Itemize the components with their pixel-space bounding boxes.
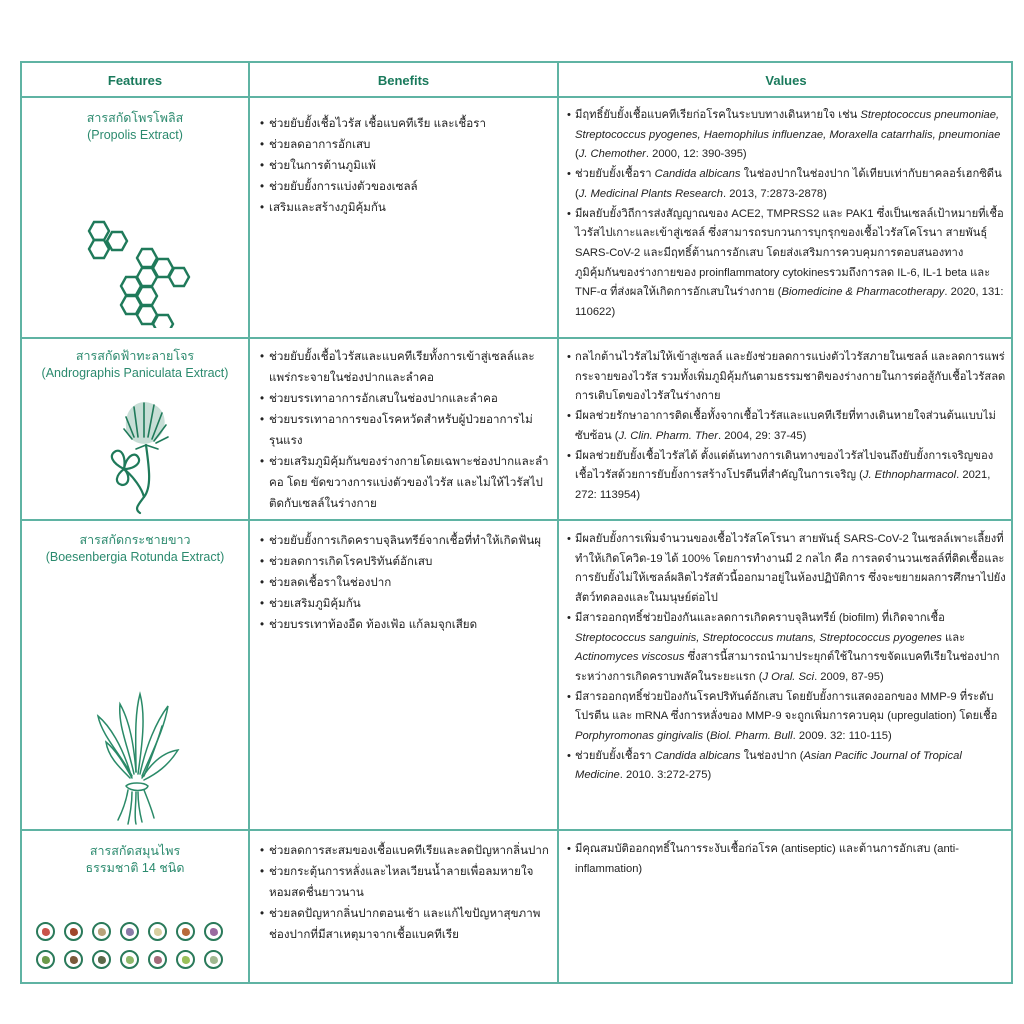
benefits-cell-andrographis — [260, 346, 555, 514]
feature-title-th: สารสกัดฟ้าทะลายโจร — [75, 349, 195, 363]
values-cell-boesenbergia — [567, 530, 1007, 786]
feature-cell-andrographis — [22, 339, 248, 519]
benefits-cell-boesenbergia — [260, 530, 555, 635]
feature-title-en: (Andrographis Paniculata Extract) — [41, 366, 229, 380]
herb-icon — [148, 950, 167, 969]
benefit-item: • เสริมและสร้างภูมิคุ้มกัน — [260, 197, 555, 218]
feature-title-th-2: ธรรมชาติ 14 ชนิด — [85, 861, 185, 875]
benefit-item: • ช่วยยับยั้งการเกิดคราบจุลินทรีย์จากเชื้อที่ทำให้เกิดฟันผุ — [260, 530, 555, 551]
feature-title-en: (Propolis Extract) — [87, 128, 183, 142]
value-item: • มีผลช่วยรักษาอาการติดเชื้อทั้งจากเชื้อไวรัสและแบคทีเรียที่ทางเดินหายใจส่วนต้นแบบไม่ซับซ้อน (J. Clin. Pharm. Ther. 2004, 29: 37-45) — [567, 407, 1007, 446]
benefit-item: • ช่วยบรรเทาท้องอืด ท้องเฟ้อ แก้ลมจุกเสียด — [260, 614, 555, 635]
herb-icon — [204, 950, 223, 969]
benefits-cell-herbs — [260, 840, 555, 945]
benefit-item: • ช่วยลดการสะสมของเชื้อแบคทีเรียและลดปัญหากลิ่นปาก — [260, 840, 555, 861]
benefit-item: • ช่วยยับยั้งเชื้อไวรัสและแบคทีเรียทั้งการเข้าสู่เซลล์และแพร่กระจายในช่องปากและลำคอ — [260, 346, 555, 388]
benefit-item: • ช่วยบรรเทาอาการอักเสบในช่องปากและลำคอ — [260, 388, 555, 409]
header-values: Values — [765, 72, 807, 88]
benefit-item: • ช่วยเสริมภูมิคุ้มกันของร่างกายโดยเฉพาะช่องปากและลำคอ โดย ขัดขวางการแบ่งตัวของไวรัส และไม่ให้ไวรัสไปติดกับเซลล์ในร่างกาย — [260, 451, 555, 514]
feature-cell-herbs — [22, 831, 248, 984]
feature-title-th: สารสกัดสมุนไพร — [89, 844, 181, 858]
benefits-cell-propolis — [260, 113, 555, 218]
values-list — [567, 840, 1007, 879]
herb-icon — [120, 922, 139, 941]
value-item: • มีผลยับยั้งวิถีการส่งสัญญาณของ ACE2, TMPRSS2 และ PAK1 ซึ่งเป็นเซลล์เป้าหมายที่เชื้อไวรัสไปเกาะและเข้าสู่เซลล์ ซึ่งสามารถรบกวนการบุกรุกของเชื้อไวรัสโคโรนา สายพันธุ์ SARS-CoV-2 และมีฤทธิ์ต้านการอักเสบ โดยส่งเสริมการควบคุมการตอบสนองทางภูมิคุ้มกันของร่างกายของ proinflammatory cytokinesรวมถึงการลด IL-6, IL-1 beta และ TNF-α ที่ส่งผลให้เกิดการอักเสบในร่างกาย (Biomedicine & Pharmacotherapy. 2020, 131: 110622) — [567, 205, 1007, 323]
herb-icon — [64, 922, 83, 941]
value-item: • มีฤทธิ์ยับยั้งเชื้อแบคทีเรียก่อโรคในระบบทางเดินหายใจ เช่น Streptococcus pneumoniae, Streptococcus pyogenes, Haemophilus influenzae, Moraxella catarrhalis, pneumoniae (J. Chemother. 2000, 12: 390-395) — [567, 106, 1007, 165]
benefit-item: • ช่วยบรรเทาอาการของโรคหวัดสำหรับผู้ป่วยอาการไม่รุนแรง — [260, 409, 555, 451]
herb-icon — [92, 922, 111, 941]
feature-cell-boesenbergia — [22, 521, 248, 829]
values-cell-propolis — [567, 106, 1007, 323]
value-item: • ช่วยยับยั้งเชื้อรา Candida albicans ในช่องปาก (Asian Pacific Journal of Tropical Medicine. 2010. 3:272-275) — [567, 747, 1007, 786]
herb-icon — [204, 922, 223, 941]
feature-title-en: (Boesenbergia Rotunda Extract) — [45, 550, 225, 564]
herb-icon — [176, 950, 195, 969]
values-cell-herbs — [567, 840, 1007, 879]
honeycomb-icon — [77, 218, 197, 328]
column-divider — [248, 63, 250, 982]
feature-cell-propolis — [22, 98, 248, 337]
herb-icon — [120, 950, 139, 969]
benefit-item: • ช่วยในการต้านภูมิแพ้ — [260, 155, 555, 176]
value-item: • มีสารออกฤทธิ์ช่วยป้องกันโรคปริทันต์อักเสบ โดยยับยั้งการแสดงออกของ MMP-9 ที่ระดับโปรตีน และ mRNA ซึ่งการหลั่งของ MMP-9 จะถูกเพิ่มการควบคุม (upregulation) โดยเชื้อ Porphyromonas gingivalis (Biol. Pharm. Bull. 2009. 32: 110-115) — [567, 688, 1007, 747]
fingerroot-plant-icon — [92, 686, 182, 826]
herb-icon — [64, 950, 83, 969]
value-item: • มีสารออกฤทธิ์ช่วยป้องกันและลดการเกิดคราบจุลินทรีย์ (biofilm) ที่เกิดจากเชื้อ Streptococcus sanguinis, Streptococcus mutans, Streptococcus pyogenes และ Actinomyces viscosus ซึ่งสารนี้สามารถนำมาประยุกต์ใช้ในการขจัดแบคทีเรียในช่องปากระหว่างการเกิดคราบพลัคในระยะแรก (J Oral. Sci. 2009, 87-95) — [567, 609, 1007, 688]
benefit-item: • ช่วยเสริมภูมิคุ้มกัน — [260, 593, 555, 614]
benefit-item: • ช่วยยับยั้งเชื้อไวรัส เชื้อแบคทีเรีย และเชื้อรา — [260, 113, 555, 134]
header-benefits: Benefits — [377, 72, 430, 88]
herb-icon — [176, 922, 195, 941]
herb-icon — [92, 950, 111, 969]
herb-icon — [148, 922, 167, 941]
clover-flower-icon — [104, 397, 174, 515]
feature-title-th: สารสกัดโพรโพลิส — [86, 111, 184, 125]
herb-icon — [36, 950, 55, 969]
column-divider — [557, 63, 559, 982]
benefit-item: • ช่วยลดเชื้อราในช่องปาก — [260, 572, 555, 593]
features-table — [20, 61, 1013, 984]
herb-circle-icons — [22, 831, 248, 984]
values-cell-andrographis — [567, 348, 1007, 506]
value-item: • มีผลยับยั้งการเพิ่มจำนวนของเชื้อไวรัสโคโรนา สายพันธุ์ SARS-CoV-2 ในเซลล์เพาะเลี้ยงที่ทำให้เกิดโควิด-19 ได้ 100% โดยการทำงานมี 2 กลไก คือ การลดจำนวนเซลล์ที่ติดเชื้อและการยับยั้งไม่ให้เซลล์ผลิตไวรัสตัวนี้ออกมาอยู่ในห้องปฏิบัติการ ซึ่งจะขยายผลการศึกษาไปยังสัตว์ทดลองและในมนุษย์ต่อไป — [567, 530, 1007, 609]
herb-icon — [36, 922, 55, 941]
value-item: • มีคุณสมบัติออกฤทธิ์ในการระงับเชื้อก่อโรค (antiseptic) และต้านการอักเสบ (anti-inflammation) — [567, 840, 1007, 879]
header-features: Features — [107, 72, 163, 88]
values-list — [567, 348, 1007, 506]
benefit-item: • ช่วยยับยั้งการแบ่งตัวของเซลล์ — [260, 176, 555, 197]
value-item: • มีผลช่วยยับยั้งเชื้อไวรัสได้ ตั้งแต่ต้นทางการเดินทางของไวรัสไปจนถึงยับยั้งการเจริญของเชื้อไวรัสด้วยการยับยั้งการสร้างโปรตีนที่สำคัญในการเจริญ (J. Ethnopharmacol. 2021, 272: 113954) — [567, 447, 1007, 506]
feature-title-th: สารสกัดกระชายขาว — [79, 533, 191, 547]
value-item: • กลไกต้านไวรัสไม่ให้เข้าสู่เซลล์ และยังช่วยลดการแบ่งตัวไวรัสภายในเซลล์ และลดการแพร่กระจายของไวรัส รวมทั้งเพิ่มภูมิคุ้มกันตามธรรมชาติของร่างกายในการต่อสู้กับเชื้อไวรัสลดการเติบโตของไวรัสในร่างกาย — [567, 348, 1007, 407]
benefit-item: • ช่วยลดปัญหากลิ่นปากตอนเช้า และแก้ไขปัญหาสุขภาพช่องปากที่มีสาเหตุมาจากเชื้อแบคทีเรีย — [260, 903, 555, 945]
values-list — [567, 530, 1007, 786]
values-list — [567, 106, 1007, 323]
benefit-item: • ช่วยลดการเกิดโรคปริทันต์อักเสบ — [260, 551, 555, 572]
benefit-item: • ช่วยกระตุ้นการหลั่งและไหลเวียนน้ำลายเพื่อลมหายใจหอมสดชื่นยาวนาน — [260, 861, 555, 903]
benefit-item: • ช่วยลดอาการอักเสบ — [260, 134, 555, 155]
value-item: • ช่วยยับยั้งเชื้อรา Candida albicans ในช่องปากในช่องปาก ได้เทียบเท่ากับยาคลอร์เฮกซิดีน (J. Medicinal Plants Research. 2013, 7:2873-2878) — [567, 165, 1007, 204]
